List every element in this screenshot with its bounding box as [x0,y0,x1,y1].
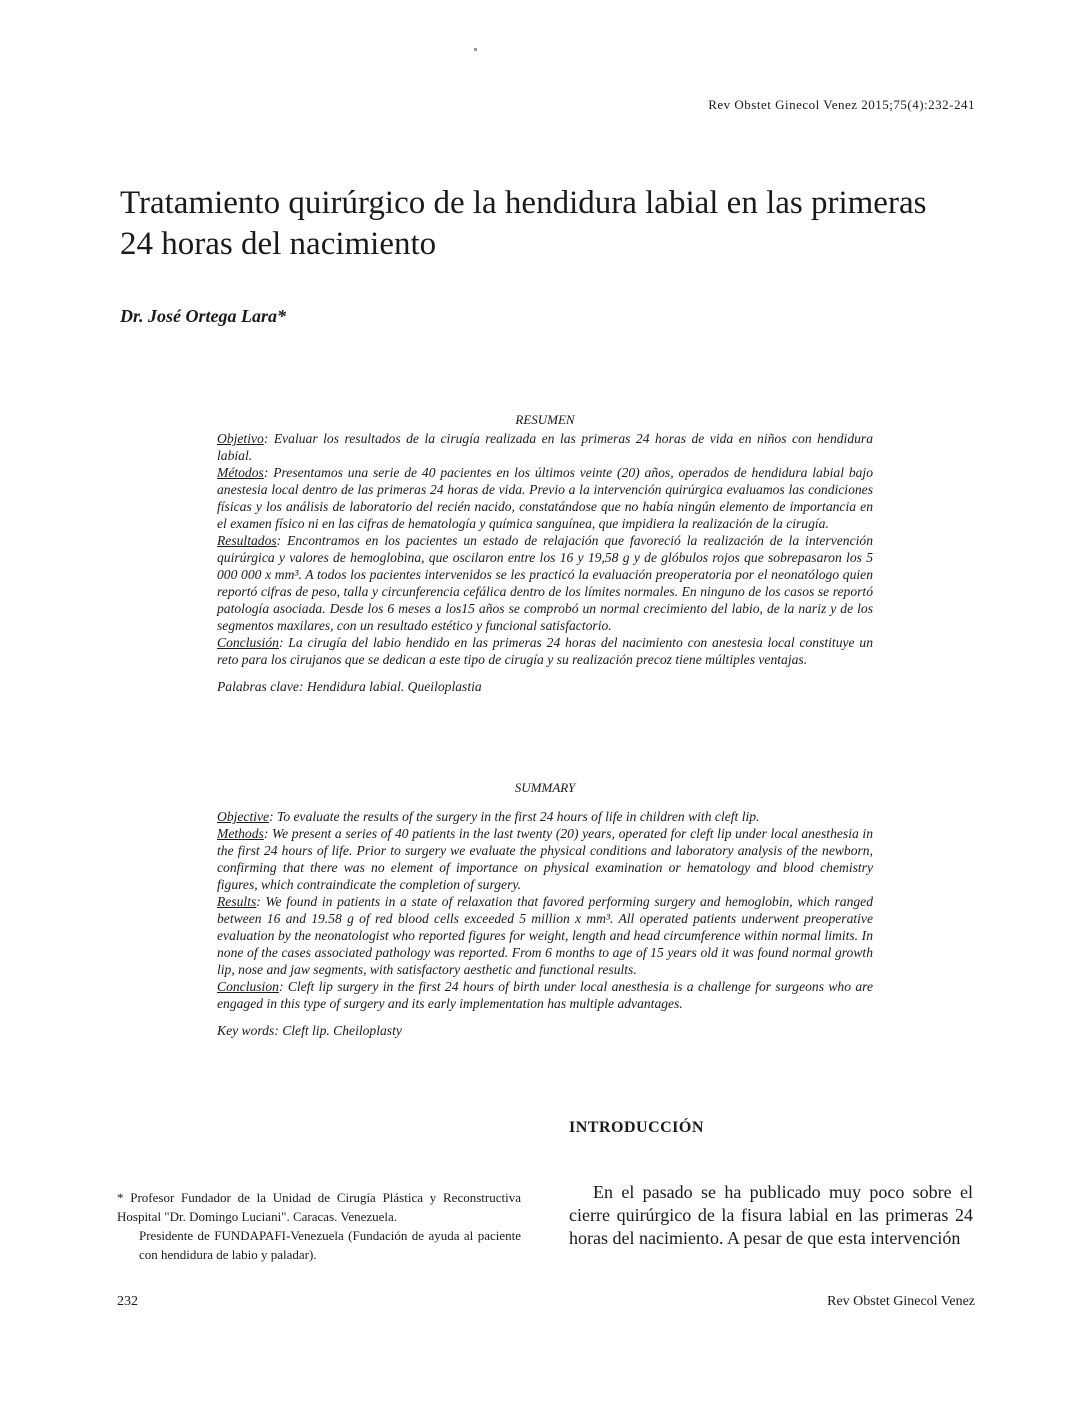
methods-label: Methods [217,826,264,841]
objective-label: Objective [217,809,270,824]
resumen-heading: RESUMEN [515,412,575,427]
journal-reference: Rev Obstet Ginecol Venez 2015;75(4):232-241 [708,97,975,112]
footnote-affiliation: * Profesor Fundador de la Unidad de Cirugía Plástica y Reconstructiva Hospital "Dr. Domingo Luciani". Caracas. Venezuela. [117,1190,521,1224]
results-text: : We found in patients in a state of relaxation that favored performing surgery and hemoglobin, which ranged between 16 and 19.58 g of red blood cells exceeded 5 million x mm³. All operated patients underwent preoperative evaluation by the neonatologist who reported figures for weight, length and head circumference within normal limits. In none of the cases associated pathology was reported. From 6 months to age of 15 years old it was found normal growth lip, nose and jaw segments, with satisfactory aesthetic and functional results. [217,894,873,977]
key-words: Key words: Cleft lip. Cheiloplasty [217,1023,402,1038]
article-title: Tratamiento quirúrgico de la hendidura labial en las primeras 24 horas del nacimiento [120,185,927,262]
summary-conclusion [217,978,873,1012]
objetivo-text: : Evaluar los resultados de la cirugía realizada en las primeras 24 horas de vida en niños con hendidura labial. [217,431,873,463]
summary-conclusion-text: : Cleft lip surgery in the first 24 hours of birth under local anesthesia is a challenge for surgeons who are engaged in this type of surgery and its early implementation has multiple advantages. [217,979,873,1011]
footnote-presidency: Presidente de FUNDAPAFI-Venezuela (Fundación de ayuda al paciente con hendidura de labio y paladar). [139,1228,521,1262]
metodos-label: Métodos [217,465,264,480]
summary-objective [217,808,873,825]
summary-methods [217,825,873,893]
resumen-objetivo [217,430,873,464]
summary-heading: SUMMARY [514,780,576,795]
page-number: 232 [117,1294,138,1309]
article-author: Dr. José Ortega Lara* [120,306,286,326]
summary-results [217,893,873,978]
objective-text: : To evaluate the results of the surgery in the first 24 hours of life in children with cleft lip. [269,809,760,824]
conclusion-label: Conclusión [217,635,279,650]
results-label: Results [217,894,257,909]
introduction-heading: INTRODUCCIÓN [569,1119,704,1136]
resumen-conclusion [217,634,873,668]
metodos-text: : Presentamos una serie de 40 pacientes en los últimos veinte (20) años, operados de hendidura labial bajo anestesia local dentro de las primeras 24 horas de vida. Previo a la intervención quirúrgica evaluamos las condiciones físicas y los análisis de laboratorio del recién nacido, constatándose que no había ningún elemento de importancia en el examen físico ni en las cifras de hematología y química sanguínea, que impidiera la realización de la cirugía. [217,465,873,531]
resumen-resultados [217,532,873,634]
palabras-clave: Palabras clave: Hendidura labial. Queiloplastia [217,679,482,694]
scan-speck [474,48,477,51]
methods-text: : We present a series of 40 patients in the last twenty (20) years, operated for cleft lip under local anesthesia in the first 24 hours of life. Prior to surgery we evaluate the physical conditions and laboratory analysis of the newborn, confirming that there was no element of importance on physical examination or hematology and blood chemistry figures, which contraindicate the completion of surgery. [217,826,873,892]
summary-section [217,779,873,1039]
summary-conclusion-label: Conclusion [217,979,279,994]
resultados-label: Resultados [217,533,277,548]
objetivo-label: Objetivo [217,431,264,446]
resumen-metodos [217,464,873,532]
introduction-text: En el pasado se ha publicado muy poco sobre el cierre quirúrgico de la fisura labial en las primeras 24 horas del nacimiento. A pesar de que esta intervención [569,1182,973,1248]
author-footnote [117,1188,521,1264]
conclusion-text: : La cirugía del labio hendido en las primeras 24 horas del nacimiento con anestesia local constituye un reto para los cirujanos que se dedican a este tipo de cirugía y su realización precoz tiene múltiples ventajas. [217,635,873,667]
footer-journal: Rev Obstet Ginecol Venez [827,1294,975,1309]
resumen-section [217,411,873,695]
resultados-text: : Encontramos en los pacientes un estado de relajación que favoreció la realización de la intervención quirúrgica y valores de hemoglobina, que oscilaron entre los 16 y 19,58 g y de glóbulos rojos que sobrepasaron los 5 000 000 x mm³. A todos los pacientes intervenidos se les practicó la evaluación preoperatoria por el neonatólogo quien reportó cifras de peso, talla y circunferencia cefálica dentro de los límites normales. En ninguno de los casos se reportó patología asociada. Desde los 6 meses a los15 años se comprobó un normal crecimiento del labio, de la nariz y de los segmentos maxilares, con un resultado estético y funcional satisfactorio. [217,533,873,633]
